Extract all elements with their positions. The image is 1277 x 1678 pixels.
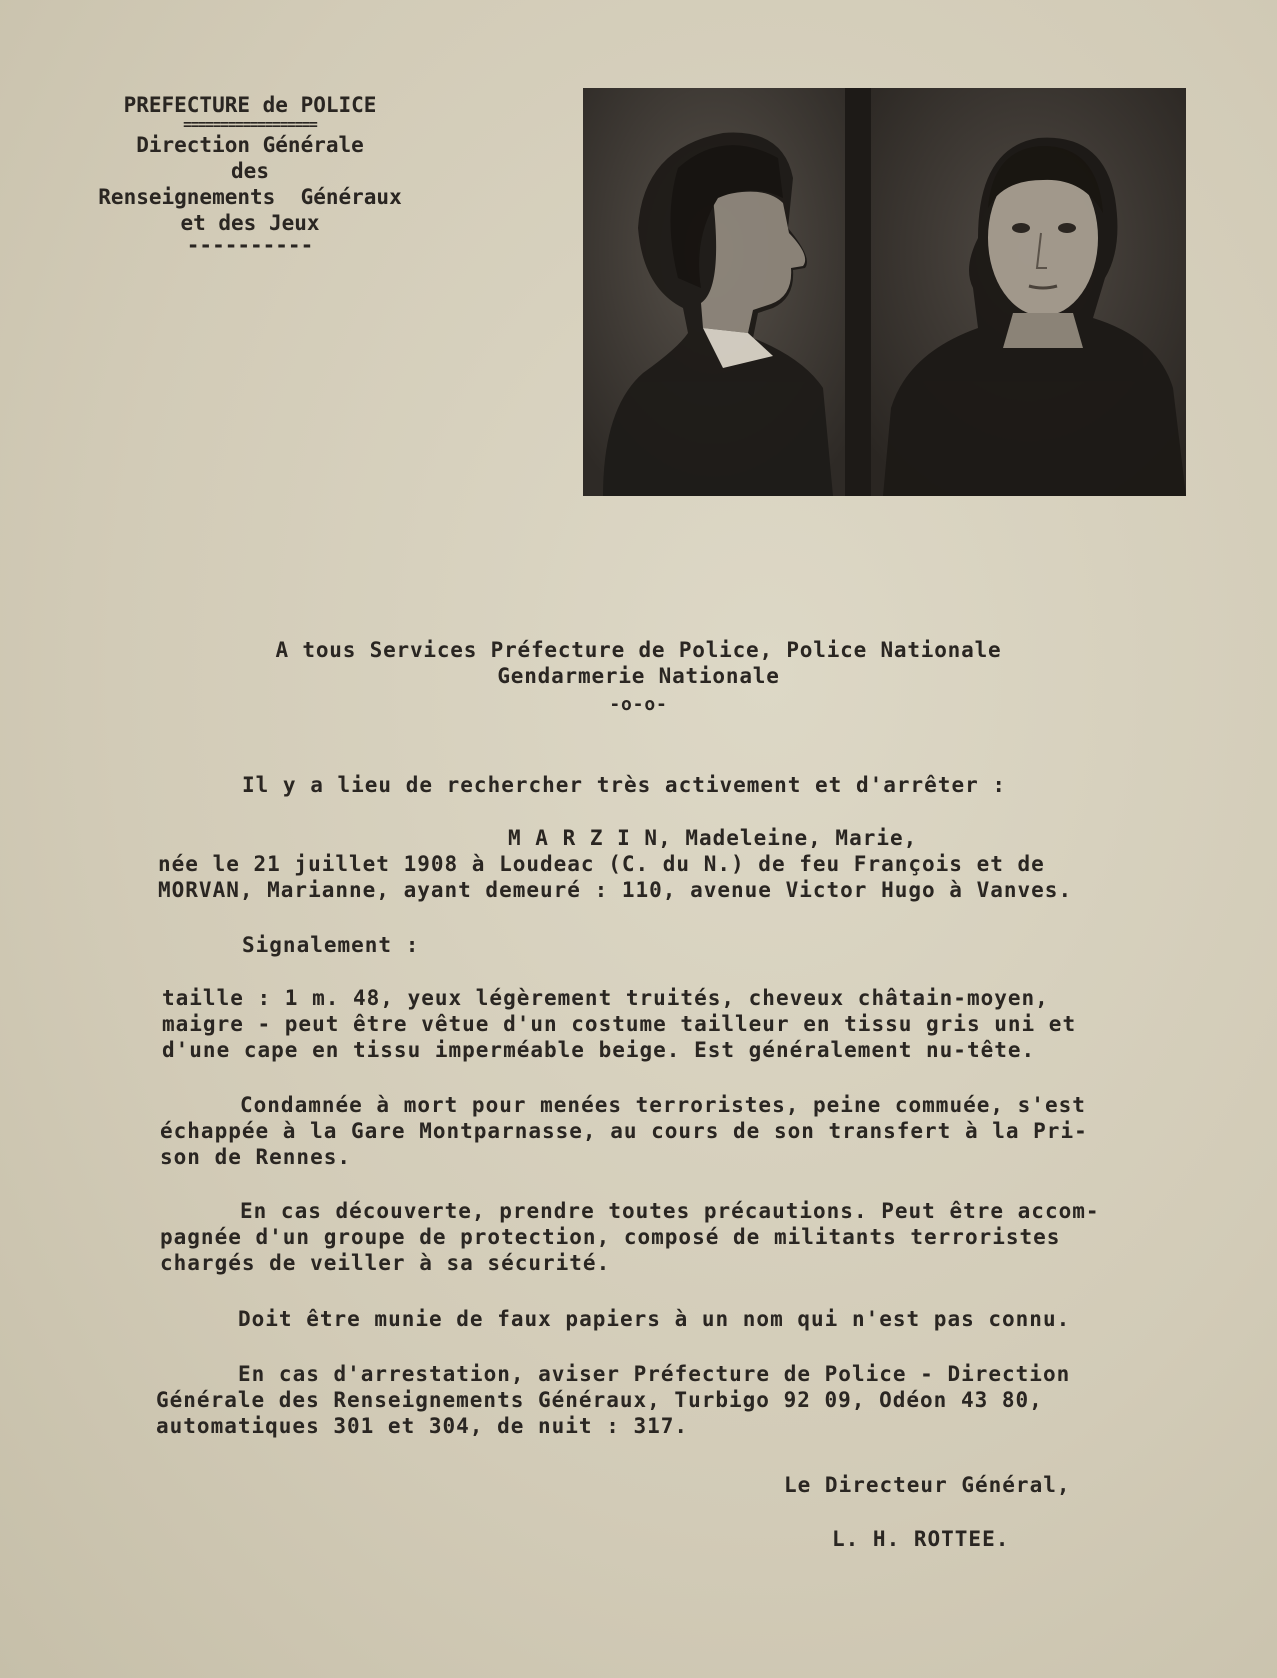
condemnation-line-1: Condamnée à mort pour menées terroristes, peine commuée, s'est	[240, 1093, 1086, 1117]
precaution-line-3: chargés de veiller à sa sécurité.	[160, 1251, 611, 1275]
address-separator: -o-o-	[609, 694, 668, 715]
wanted-name: M A R Z I N, Madeleine, Marie,	[508, 826, 918, 850]
signature-name: L. H. ROTTEE.	[832, 1527, 1010, 1551]
signalement-label: Signalement :	[242, 933, 420, 957]
false-papers-line: Doit être munie de faux papiers à un nom qui n'est pas connu.	[238, 1307, 1071, 1331]
header-line-des: des	[231, 159, 269, 183]
header-line-jeux: et des Jeux	[180, 211, 320, 235]
header-line-renseignements: Renseignements Généraux	[98, 185, 402, 209]
condemnation-line-2: échappée à la Gare Montparnasse, au cours de son transfert à la Pri-	[160, 1119, 1088, 1143]
address-line-services: A tous Services Préfecture de Police, Police Nationale	[275, 638, 1002, 662]
precaution-line-1: En cas découverte, prendre toutes précautions. Peut être accom-	[240, 1199, 1100, 1223]
header-rule-dashed: ----------	[186, 233, 314, 257]
signature-title: Le Directeur Général,	[784, 1473, 1071, 1497]
header-line-prefecture: PREFECTURE de POLICE	[123, 93, 377, 117]
issuing-authority-header	[50, 92, 450, 257]
description-line-1: taille : 1 m. 48, yeux légèrement truités, cheveux châtain-moyen,	[162, 986, 1049, 1010]
description-line-3: d'une cape en tissu imperméable beige. Est généralement nu-tête.	[162, 1038, 1036, 1062]
intro-line: Il y a lieu de rechercher très activement et d'arrêter :	[242, 773, 1007, 797]
arrest-instructions-line-1: En cas d'arrestation, aviser Préfecture de Police - Direction	[238, 1362, 1071, 1386]
parent-address-line: MORVAN, Marianne, ayant demeuré : 110, avenue Victor Hugo à Vanves.	[158, 878, 1073, 902]
birth-line: née le 21 juillet 1908 à Loudeac (C. du N.) de feu François et de	[158, 852, 1045, 876]
precaution-line-2: pagnée d'un groupe de protection, composé de militants terroristes	[160, 1225, 1061, 1249]
header-rule-double: ==================	[183, 117, 317, 133]
header-line-direction: Direction Générale	[136, 133, 364, 157]
condemnation-line-3: son de Rennes.	[160, 1145, 352, 1169]
photo-divider	[845, 88, 871, 496]
description-line-2: maigre - peut être vêtue d'un costume tailleur en tissu gris uni et	[162, 1012, 1077, 1036]
arrest-instructions-line-3: automatiques 301 et 304, de nuit : 317.	[156, 1414, 689, 1438]
mugshot-photo	[583, 88, 1186, 496]
arrest-instructions-line-2: Générale des Renseignements Généraux, Turbigo 92 09, Odéon 43 80,	[156, 1388, 1043, 1412]
address-line-gendarmerie: Gendarmerie Nationale	[497, 664, 780, 688]
